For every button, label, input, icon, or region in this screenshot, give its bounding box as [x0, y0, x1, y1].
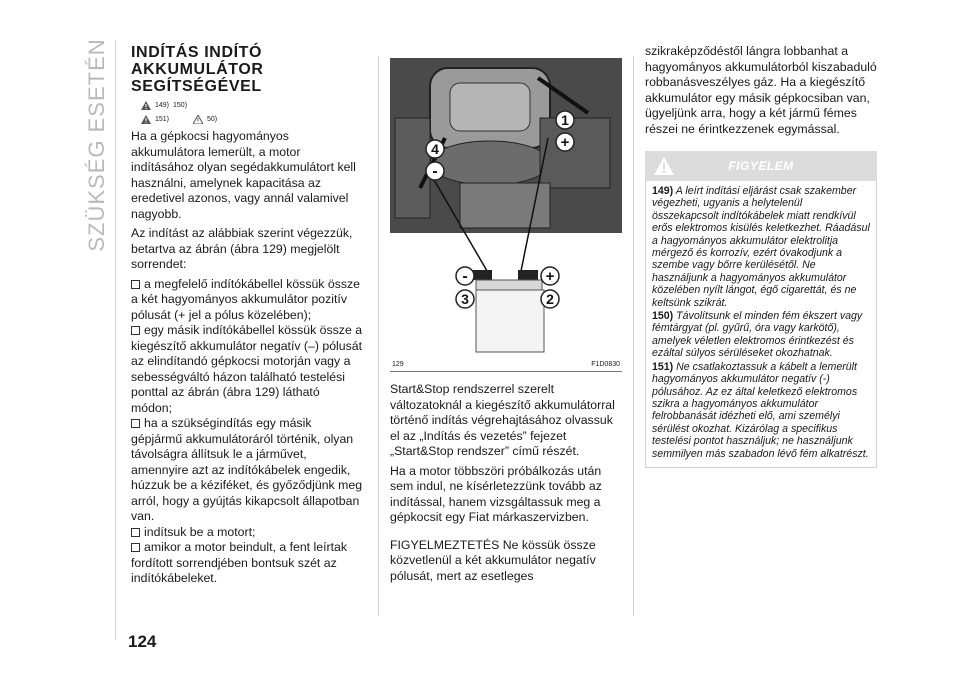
caution-paragraph: FIGYELMEZTETÉS Ne kössük össze közvetlenül a két akkumulátor negatív pólusát, mert az esetleges [390, 537, 596, 583]
warning-number: 149) [652, 185, 674, 197]
warning-ref: 150) [173, 102, 188, 109]
column-right [645, 44, 877, 468]
warning-refs [141, 115, 363, 124]
figure-caption [390, 358, 622, 372]
warning-item [652, 310, 870, 360]
marker-label: - [462, 268, 468, 285]
page-number: 124 [128, 632, 157, 651]
startstop-paragraph: Start&Stop rendszerrel szerelt változatoknál a kiegészítő akkumulátorral történő indítás végrehajtásához olvassuk el az „Indítás és vezetés” fejezet „Start&Stop rendszer” című részét. [390, 382, 615, 458]
warning-number: 150) [652, 310, 674, 323]
step-item: egy másik indítókábellel kössük össze a kiegészítő akkumulátor negatív (–) pólusát az elindítandó gépkocsi motorján vagy a sebességváltó házon található testelési ponttal az ábrán (ábra 129) látható módon; [131, 323, 363, 415]
caution-triangle-icon [193, 115, 203, 124]
warning-text: A leírt indítási eljárást csak szakember végezheti, ugyanis a helytelenül összekapcsolt indítókábelek miatt rendkívül erős elektromos kisülés keletkezhet. Ráadásul a hagyományos akkumulátor elektrolitja mérgező és korrozív, ezért óvakodjunk a szembe vagy bőrre kerülésétől. Ne használjunk a hagyományos akkumulátor közelében nyílt lángot, égő cigarettát, és ne keltsünk szikrát. [652, 185, 870, 309]
warning-triangle-icon [141, 101, 151, 110]
checkbox-bullet-icon [131, 326, 140, 335]
warning-item [652, 185, 870, 309]
figure-code: F1D0830 [591, 361, 620, 368]
procedure-intro: Az indítást az alábbiak szerint végezzük, betartva az ábrán (ábra 129) megjelölt sorrendet: [131, 226, 353, 271]
marker-label: 4 [431, 141, 439, 157]
continuation-paragraph: szikraképződéstől lángra lobbanhat a hagyományos akkumulátorból kiszabaduló robbanásveszélyes gáz. Ha a kiegészítő akkumulátor egy másik gépkocsiban van, ügyeljünk arra, hogy a két jármű fémes részei ne érintkezzenek egymással. [645, 44, 877, 136]
warning-body [645, 181, 877, 468]
warning-box [645, 151, 877, 468]
column-divider [378, 56, 379, 616]
warning-triangle-icon [141, 115, 151, 124]
marker-label: - [432, 163, 438, 180]
side-tab-label: SZÜKSÉG ESETÉN [84, 38, 109, 252]
warning-text: Távolítsunk el minden fém ékszert vagy fémtárgyat (pl. gyűrű, óra vagy karkötő), amelyek véletlen elektromos érintkezést és ezáltal súlyos sérüléseket okozhatnak. [652, 310, 863, 360]
marker-label: + [560, 134, 570, 151]
section-side-tab [82, 40, 112, 250]
title-line: SEGÍTSÉGÉVEL [131, 78, 262, 95]
step-item: amikor a motor beindult, a fent leírtak fordított sorrendjében bontsuk szét az indítókábeleket. [131, 540, 347, 585]
checkbox-bullet-icon [131, 280, 140, 289]
column-left [131, 44, 363, 587]
retry-paragraph: Ha a motor többszöri próbálkozás után sem indul, ne kísérletezzünk tovább az indítással, hanem vizsgáltassuk meg a gépkocsit egy Fiat márkaszervizben. [390, 463, 602, 524]
checkbox-bullet-icon [131, 419, 140, 428]
figure-number: 129 [392, 361, 404, 368]
warning-text: Ne csatlakoztassuk a kábelt a lemerült hagyományos akkumulátor negatív (-) pólusához. Az ez által keletkező elektromos szikra a hagyományos akkumulátor felrobbanását idézheti elő, ami személyi sérülést okozhat. Kizárólag a specifikus testelési pontot használjuk; ne használjunk semmilyen más szabadon lévő fém alkatrészt. [652, 360, 869, 460]
intro-paragraph: Ha a gépkocsi hagyományos akkumulátora lemerült, a motor indításához olyan segédakkumulátort kell használni, amelynek kapacitása az eredetivel azonos, vagy annál valamivel nagyobb. [131, 129, 356, 221]
figure-129 [390, 58, 622, 358]
column-divider [633, 56, 634, 616]
warning-ref: 50) [207, 116, 218, 123]
warning-item [652, 361, 870, 460]
battery-jumpstart-illustration [390, 58, 622, 358]
warning-heading: FIGYELEM [728, 159, 794, 173]
marker-label: + [545, 268, 555, 285]
title-line: INDÍTÁS INDÍTÓ [131, 44, 263, 61]
marker-label: 3 [461, 291, 469, 307]
step-item: a megfelelő indítókábellel kössük össze a két hagyományos akkumulátor pozitív pólusát (+ jel a pólus közelében); [131, 276, 361, 322]
marker-label: 1 [561, 112, 569, 128]
warning-refs [141, 101, 363, 110]
warning-header [645, 151, 877, 181]
side-rule [115, 40, 116, 640]
warning-ref: 149) [155, 102, 170, 109]
warning-ref: 151) [155, 116, 170, 123]
checkbox-bullet-icon [131, 543, 140, 552]
column-middle [390, 58, 622, 588]
title-line: AKKUMULÁTOR [131, 61, 264, 78]
step-item: ha a szükségindítás egy másik gépjármű akkumulátoráról történik, olyan távolságra állítsuk le a járművet, amennyire azt az indítókábelek engedik, húzzuk be a kéziféket, és győződjünk meg arról, hogy a gyújtás kikapcsolt állapotban van. [131, 416, 363, 523]
warning-triangle-icon [653, 156, 675, 176]
step-item: indítsuk be a motort; [131, 525, 363, 541]
warning-number: 151) [652, 360, 674, 373]
checkbox-bullet-icon [131, 528, 140, 537]
marker-label: 2 [546, 291, 554, 307]
section-title [131, 44, 363, 95]
